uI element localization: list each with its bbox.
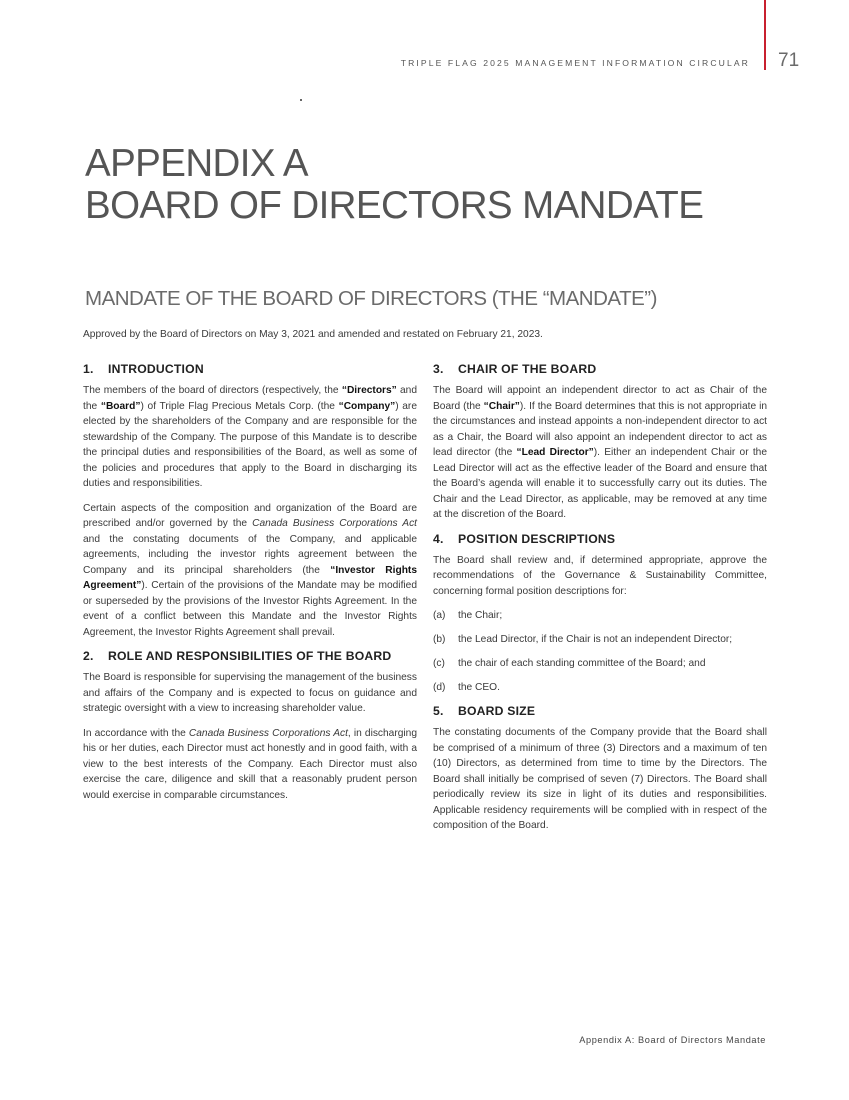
paragraph: The Board will appoint an independent director to act as Chair of the Board (the “Chair”). If the Board determines that this is not appropriate in the circumstances and instead appoints a non-independent director to act as a Chair, the Board will also appoint an independent director to act as lead director (the “Lead Director”). Either an independent Chair or the Lead Director will act as the effective leader of the Board and ensure that the Board’s agenda will enable it to successfully carry out its duties. The Chair and the Lead Director, as applicable, may be removed at any time at the discretion of the Board. — [433, 385, 767, 520]
section-board-size — [433, 704, 767, 834]
section-heading — [433, 532, 767, 546]
page-footer: Appendix A: Board of Directors Mandate — [579, 1035, 766, 1045]
act-name: Canada Business Corporations Act — [188, 727, 348, 739]
paragraph: In accordance with the Canada Business Corporations Act, in discharging his or her duties, each Director must act honestly and in good faith, with a view to the best interests of the Company. Each Director must also exercise the care, diligence and skill that a reasonably prudent person would exercise in comparable circumstances. — [83, 727, 418, 801]
section-heading — [83, 362, 417, 376]
list-item-text: the Lead Director, if the Chair is not an independent Director; — [458, 634, 733, 645]
defined-term: “Board” — [100, 400, 141, 412]
section-number: 5. — [433, 704, 444, 718]
section-number: 2. — [83, 649, 94, 663]
stray-dot — [300, 99, 302, 101]
list-marker: (c) — [433, 658, 445, 669]
section-position-descriptions — [433, 532, 767, 696]
paragraph: The constating documents of the Company provide that the Board shall be comprised of a minimum of three (3) Directors and a maximum of ten (10) Directors, as determined from time to time by the Directors. The Board shall initially be comprised of seven (7) Directors. The Board shall periodically review its size in light of its duties and responsibilities. Applicable residency requirements will be complied with in respect of the composition of the Board. — [433, 727, 767, 831]
section-heading-text: CHAIR OF THE BOARD — [458, 362, 597, 376]
list-marker: (d) — [433, 682, 446, 693]
list-marker: (a) — [433, 610, 446, 621]
section-number: 4. — [433, 531, 444, 546]
list-item — [433, 632, 767, 648]
list-item — [433, 608, 767, 624]
defined-term: “Directors” — [341, 385, 397, 396]
paragraph: The Board shall review and, if determined appropriate, approve the recommendations of the Governance & Sustainability Committee, concerning formal position descriptions for: — [433, 554, 767, 597]
section-number: 1. — [83, 362, 94, 376]
paragraph: Certain aspects of the composition and organization of the Board are prescribed and/or governed by the Canada Business Corporations Act and the constating documents of the Company, and applicable agreements, including the investor rights agreement between the Company and its principal shareholders (the “Investor Rights Agreement”). Certain of the provisions of the Mandate may be modified or superseded by the provisions of the Investor Rights Agreement. In the event of a conflict between this Mandate and the Investor Rights Agreement, the Investor Rights Agreement shall prevail. — [83, 502, 417, 638]
list-item-text: the CEO. — [458, 682, 500, 693]
list-item — [433, 656, 767, 672]
section-heading — [433, 704, 767, 718]
header-accent-rule — [764, 0, 766, 70]
section-heading-text: BOARD SIZE — [458, 704, 536, 718]
section-chair-of-the-board — [433, 362, 767, 523]
section-role-and-responsibilities — [83, 649, 417, 803]
section-introduction — [83, 362, 417, 640]
page-number: 71 — [778, 50, 800, 71]
page-title-line-1: APPENDIX A — [85, 142, 308, 185]
section-heading-text: POSITION DESCRIPTIONS — [458, 531, 616, 546]
page-title — [85, 143, 703, 227]
paragraph: The Board is responsible for supervising the management of the business and affairs of the Company and is expected to focus on guidance and strategic oversight with a view to increasing shareholder value. — [83, 672, 417, 714]
mandate-title: MANDATE OF THE BOARD OF DIRECTORS (THE “MANDATE”) — [85, 287, 657, 310]
left-column — [83, 362, 417, 812]
list-item — [433, 680, 767, 696]
defined-term: “Company” — [338, 400, 396, 412]
section-heading — [433, 362, 767, 376]
page-title-line-2: BOARD OF DIRECTORS MANDATE — [85, 184, 704, 227]
section-heading-text: INTRODUCTION — [108, 362, 204, 376]
approval-note: Approved by the Board of Directors on May 3, 2021 and amended and restated on February 21, 2023. — [83, 329, 543, 340]
list-marker: (b) — [433, 634, 446, 645]
defined-term: “Investor Rights Agreement” — [83, 564, 417, 591]
defined-term: “Chair” — [483, 400, 520, 412]
list-item-text: the Chair; — [458, 610, 503, 621]
list-item-text: the chair of each standing committee of the Board; and — [458, 658, 706, 669]
act-name: Canada Business Corporations Act — [252, 518, 417, 529]
section-heading-text: ROLE AND RESPONSIBILITIES OF THE BOARD — [108, 649, 392, 663]
section-heading — [83, 649, 417, 663]
section-number: 3. — [433, 362, 444, 376]
paragraph: The members of the board of directors (respectively, the “Directors” and the “Board”) of Triple Flag Precious Metals Corp. (the “Company”) are elected by the shareholders of the Company and are responsible for the stewardship of the Company. The purpose of this Mandate is to describe the principal duties and responsibilities of the Board, as well as some of the policies and procedures that apply to the Board in discharging its duties and responsibilities. — [83, 385, 417, 489]
running-header: TRIPLE FLAG 2025 MANAGEMENT INFORMATION CIRCULAR — [400, 58, 750, 68]
defined-term: “Lead Director” — [516, 447, 594, 458]
right-column — [433, 362, 767, 843]
